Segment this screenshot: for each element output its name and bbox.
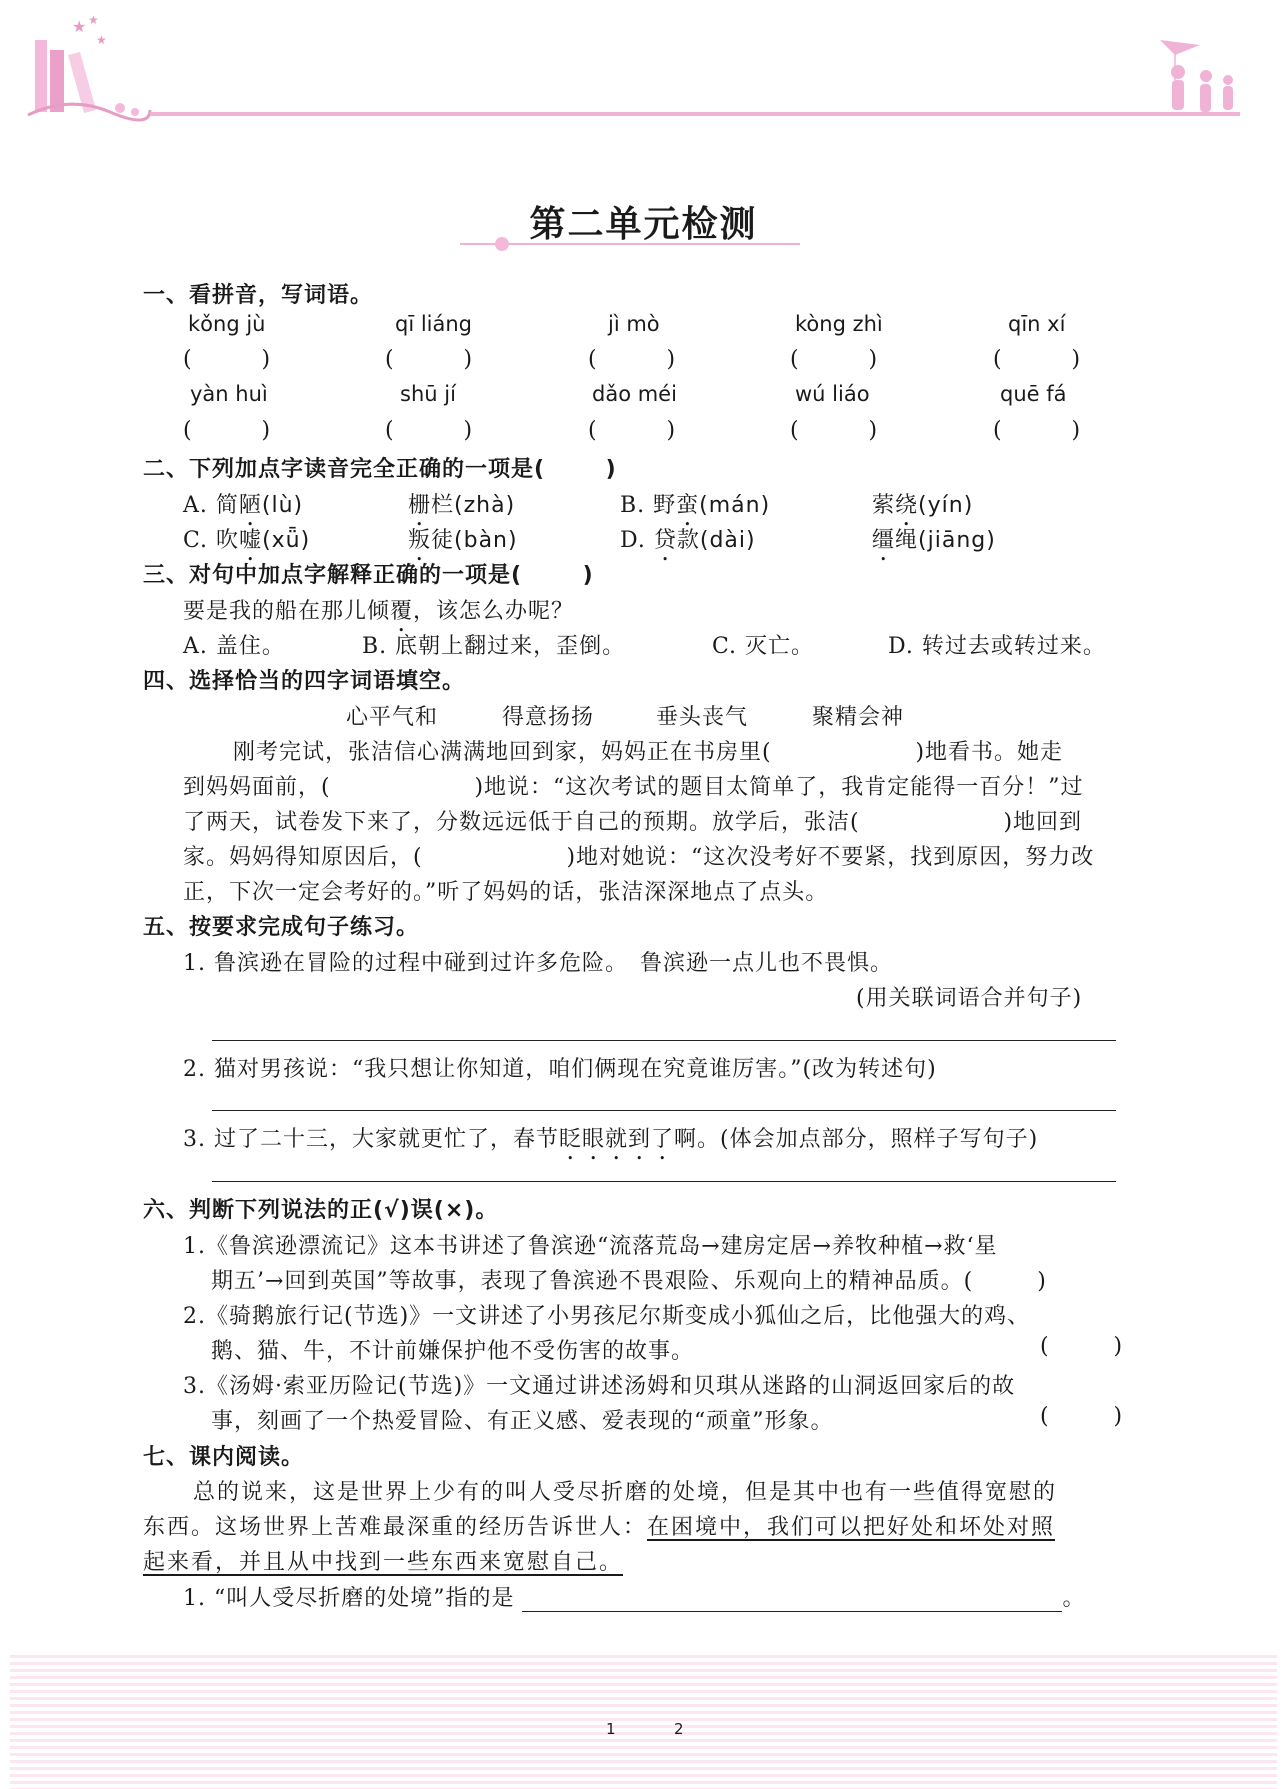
exercise-text: 3. 过了二十三，大家就更忙了，春节 bbox=[183, 1127, 559, 1152]
answer-line[interactable] bbox=[212, 1110, 1116, 1111]
option-pinyin: (yín) bbox=[918, 493, 974, 518]
option-text: C. 吹 bbox=[183, 528, 240, 553]
answer-line[interactable] bbox=[212, 1181, 1116, 1182]
section1-heading: 一、看拼音，写词语。 bbox=[143, 283, 374, 308]
reading-line bbox=[143, 1510, 1055, 1541]
dotted-char: 绕 bbox=[895, 493, 919, 518]
option-d1[interactable] bbox=[620, 523, 756, 566]
option-text: 款 bbox=[676, 528, 700, 553]
footer-band bbox=[10, 1655, 1277, 1789]
page-title: 第二单元检测 bbox=[529, 203, 758, 245]
judge-1-line1: 1.《鲁滨逊漂流记》这本书讲述了鲁滨逊“流落荒岛→建房定居→养牧种植→救‘星 bbox=[183, 1234, 998, 1259]
answer-line[interactable] bbox=[212, 1040, 1116, 1041]
option-d[interactable]: D. 转过去或转过来。 bbox=[888, 634, 1106, 659]
pinyin-6: yàn huì bbox=[190, 382, 268, 406]
answer-line[interactable] bbox=[522, 1591, 1062, 1612]
answer-blank[interactable]: ( ) bbox=[993, 347, 1081, 372]
reading-line bbox=[143, 1545, 623, 1576]
word-option: 垂头丧气 bbox=[656, 705, 749, 730]
passage-line: 刚考完试，张洁信心满满地回到家，妈妈正在书房里( )地看书。她走 bbox=[233, 740, 1064, 765]
exercise-2: 2. 猫对男孩说：“我只想让你知道，咱们俩现在究竟谁厉害。”(改为转述句) bbox=[183, 1057, 937, 1082]
option-text: D. bbox=[620, 528, 654, 553]
option-pinyin: (lù) bbox=[261, 493, 304, 518]
option-pinyin: (zhà) bbox=[454, 493, 516, 518]
option-pinyin: (jiāng) bbox=[918, 528, 996, 553]
dotted-char: 贷 bbox=[653, 528, 677, 553]
option-text: 栏 bbox=[431, 493, 455, 518]
dotted-char: 嘘 bbox=[239, 528, 263, 553]
section7-heading: 七、课内阅读。 bbox=[143, 1445, 305, 1470]
passage-line: 家。妈妈得知原因后，( )地对她说：“这次没考好不要紧，找到原因，努力改 bbox=[183, 845, 1095, 870]
exercise-text: 啊。(体会加点部分，照样子写句子) bbox=[674, 1127, 1039, 1152]
pinyin-10: quē fá bbox=[1000, 382, 1067, 406]
section2-heading: 二、下列加点字读音完全正确的一项是( ) bbox=[143, 457, 617, 482]
svg-text:★: ★ bbox=[88, 13, 99, 27]
page-number-left: 1 bbox=[606, 1720, 616, 1738]
dotted-char: 缰 bbox=[872, 528, 896, 553]
exercise-3 bbox=[183, 1122, 1038, 1165]
option-a[interactable]: A. 盖住。 bbox=[183, 634, 285, 659]
word-option: 聚精会神 bbox=[812, 705, 905, 730]
dotted-phrase: 眨眼就到了 bbox=[559, 1127, 675, 1152]
option-pinyin: (bàn) bbox=[454, 528, 518, 553]
answer-blank[interactable]: ( ) bbox=[183, 418, 271, 443]
reading-question-1 bbox=[183, 1581, 1086, 1612]
option-pinyin: (mán) bbox=[699, 493, 771, 518]
dotted-char: 栅 bbox=[408, 493, 432, 518]
dotted-char: 蛮 bbox=[676, 493, 700, 518]
option-pinyin: (dài) bbox=[699, 528, 756, 553]
option-text: B. 野 bbox=[620, 493, 677, 518]
option-text: A. 简 bbox=[183, 493, 239, 518]
sentence-text: ，该怎么办呢？ bbox=[413, 599, 575, 624]
judge-2-paren[interactable]: ( ) bbox=[1040, 1334, 1124, 1359]
pinyin-8: dǎo méi bbox=[592, 382, 677, 406]
answer-blank[interactable]: ( ) bbox=[588, 347, 676, 372]
question-text: 。 bbox=[1062, 1586, 1086, 1611]
pinyin-2: qī liáng bbox=[395, 312, 473, 336]
option-text: 徒 bbox=[431, 528, 455, 553]
section3-heading: 三、对句中加点字解释正确的一项是( ) bbox=[143, 563, 594, 588]
reading-text: 东西。这场世界上苦难最深重的经历告诉世人： bbox=[143, 1515, 648, 1540]
judge-2-line1: 2.《骑鹅旅行记(节选)》一文讲述了小男孩尼尔斯变成小狐仙之后，比他强大的鸡、 bbox=[183, 1304, 1031, 1329]
pinyin-5: qīn xí bbox=[1008, 312, 1066, 336]
answer-blank[interactable]: ( ) bbox=[385, 347, 473, 372]
answer-blank[interactable]: ( ) bbox=[385, 418, 473, 443]
pinyin-3: jì mò bbox=[608, 312, 660, 336]
svg-text:★: ★ bbox=[96, 33, 107, 47]
judge-3-paren[interactable]: ( ) bbox=[1040, 1404, 1124, 1429]
option-text: 萦 bbox=[872, 493, 896, 518]
answer-blank[interactable]: ( ) bbox=[588, 418, 676, 443]
pinyin-4: kòng zhì bbox=[795, 312, 883, 336]
section6-heading: 六、判断下列说法的正(√)误(×)。 bbox=[143, 1198, 499, 1223]
exercise-1: 1. 鲁滨逊在冒险的过程中碰到过许多危险。 鲁滨逊一点儿也不畏惧。 bbox=[183, 951, 893, 976]
underlined-text: 在困境中，我们可以把好处和坏处对照 bbox=[647, 1515, 1056, 1540]
pinyin-1: kǒng jù bbox=[188, 312, 266, 336]
underlined-text: 起来看，并且从中找到一些东西来宽慰自己。 bbox=[143, 1550, 624, 1575]
dotted-char: 覆 bbox=[390, 599, 414, 624]
option-b[interactable]: B. 底朝上翻过来，歪倒。 bbox=[362, 634, 626, 659]
passage-line: 正，下次一定会考好的。”听了妈妈的话，张洁深深地点了点头。 bbox=[183, 880, 829, 905]
books-icon bbox=[28, 13, 150, 120]
answer-blank[interactable]: ( ) bbox=[183, 347, 271, 372]
title-underline bbox=[460, 236, 800, 256]
judge-3-line2: 事，刻画了一个热爱冒险、有正义感、爱表现的“顽童”形象。 bbox=[211, 1409, 834, 1434]
section5-heading: 五、按要求完成句子练习。 bbox=[143, 915, 420, 940]
answer-blank[interactable]: ( ) bbox=[993, 418, 1081, 443]
option-c[interactable]: C. 灭亡。 bbox=[712, 634, 815, 659]
reading-line: 总的说来，这是世界上少有的叫人受尽折磨的处境，但是其中也有一些值得宽慰的 bbox=[193, 1480, 1058, 1505]
sentence-text: 要是我的船在那儿倾 bbox=[183, 599, 391, 624]
pinyin-9: wú liáo bbox=[795, 382, 870, 406]
pinyin-7: shū jí bbox=[400, 382, 456, 406]
passage-line: 了两天，试卷发下来了，分数远远低于自己的预期。放学后，张洁( )地回到 bbox=[183, 810, 1083, 835]
exercise-1-note: (用关联词语合并句子) bbox=[856, 986, 1083, 1011]
header-decoration bbox=[0, 0, 1287, 140]
children-kite-icon bbox=[1160, 40, 1233, 112]
answer-blank[interactable]: ( ) bbox=[790, 418, 878, 443]
passage-line: 到妈妈面前，( )地说：“这次考试的题目太简单了，我肯定能得一百分！”过 bbox=[183, 775, 1084, 800]
option-pinyin: (xǖ) bbox=[262, 528, 311, 553]
svg-text:★: ★ bbox=[72, 17, 87, 36]
judge-3-line1: 3.《汤姆·索亚历险记(节选)》一文通过讲述汤姆和贝琪从迷路的山洞返回家后的故 bbox=[183, 1374, 1016, 1399]
option-d2 bbox=[872, 523, 996, 566]
header-art bbox=[0, 0, 1287, 140]
answer-blank[interactable]: ( ) bbox=[790, 347, 878, 372]
judge-1-line2[interactable]: 期五’→回到英国”等故事，表现了鲁滨逊不畏艰险、乐观向上的精神品质。( ) bbox=[211, 1269, 1047, 1294]
judge-2-line2: 鹅、猫、牛，不计前嫌保护他不受伤害的故事。 bbox=[211, 1339, 695, 1364]
page-number-right: 2 bbox=[674, 1720, 684, 1738]
word-option: 心平气和 bbox=[346, 705, 439, 730]
dotted-char: 陋 bbox=[238, 493, 262, 518]
question-text: 1. “叫人受尽折磨的处境”指的是 bbox=[183, 1586, 515, 1611]
option-text: 绳 bbox=[895, 528, 919, 553]
dotted-char: 叛 bbox=[408, 528, 432, 553]
section4-heading: 四、选择恰当的四字词语填空。 bbox=[143, 669, 466, 694]
word-option: 得意扬扬 bbox=[502, 705, 595, 730]
